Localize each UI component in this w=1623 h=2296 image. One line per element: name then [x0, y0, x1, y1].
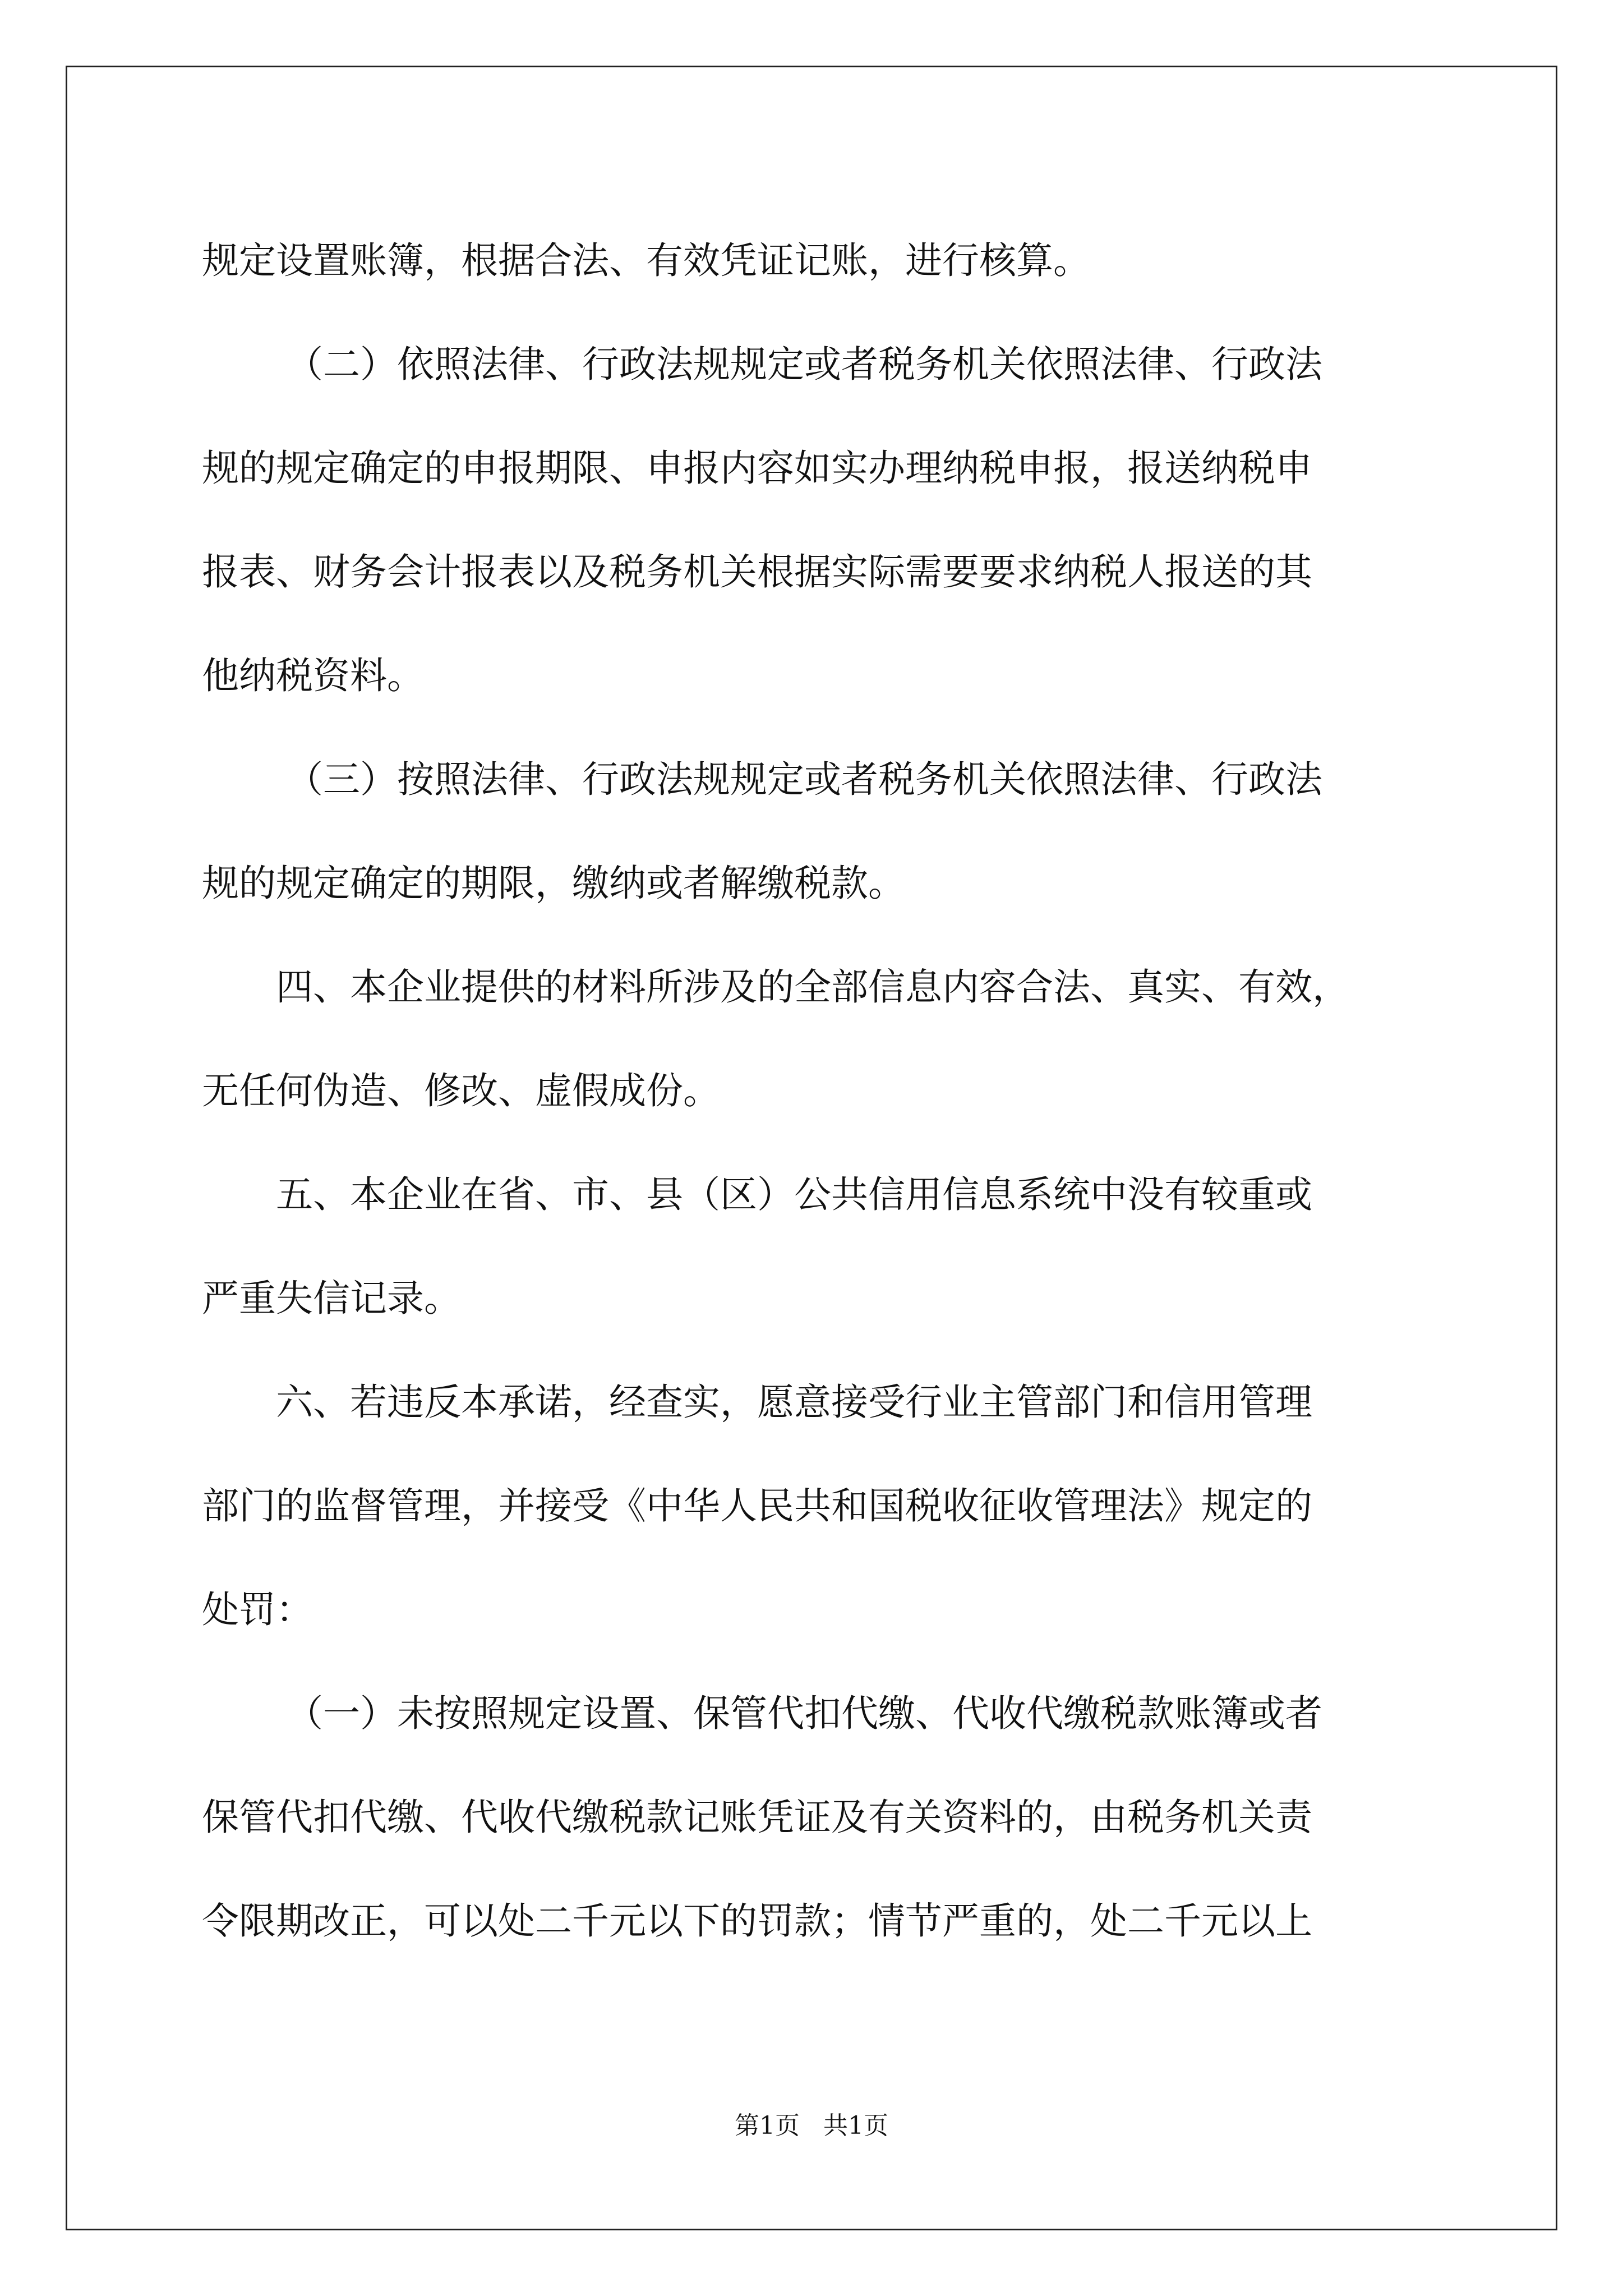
- text-line: 无任何伪造、修改、虚假成份。: [202, 1069, 720, 1112]
- text-line: 部门的监督管理，并接受《中华人民共和国税收征收管理法》规定的: [202, 1484, 1312, 1527]
- text-line: 五、本企业在省、市、县（区）公共信用信息系统中没有较重或: [276, 1173, 1312, 1216]
- text-line: 严重失信记录。: [202, 1277, 461, 1320]
- text-line: （三）按照法律、行政法规规定或者税务机关依照法律、行政法: [286, 758, 1322, 801]
- text-line: 令限期改正，可以处二千元以下的罚款；情节严重的，处二千元以上: [202, 1899, 1312, 1943]
- text-line: （二）依照法律、行政法规规定或者税务机关依照法律、行政法: [286, 343, 1322, 386]
- text-line: 六、若违反本承诺，经查实，愿意接受行业主管部门和信用管理: [276, 1381, 1312, 1424]
- text-line: 规的规定确定的期限，缴纳或者解缴税款。: [202, 862, 905, 905]
- text-line: 报表、财务会计报表以及税务机关根据实际需要要求纳税人报送的其: [202, 550, 1312, 593]
- text-line: 规定设置账簿，根据合法、有效凭证记账，进行核算。: [202, 239, 1090, 282]
- text-line: 他纳税资料。: [202, 654, 424, 697]
- page-number-footer: 第1页 共1页: [735, 2111, 888, 2140]
- text-line: 规的规定确定的申报期限、申报内容如实办理纳税申报，报送纳税申: [202, 447, 1312, 490]
- text-line: 处罚：: [202, 1588, 313, 1631]
- document-body: [202, 209, 1433, 1973]
- text-line: 四、本企业提供的材料所涉及的全部信息内容合法、真实、有效，: [276, 965, 1349, 1009]
- text-line: （一）未按照规定设置、保管代扣代缴、代收代缴税款账簿或者: [286, 1692, 1322, 1735]
- text-line: 保管代扣代缴、代收代缴税款记账凭证及有关资料的，由税务机关责: [202, 1796, 1312, 1839]
